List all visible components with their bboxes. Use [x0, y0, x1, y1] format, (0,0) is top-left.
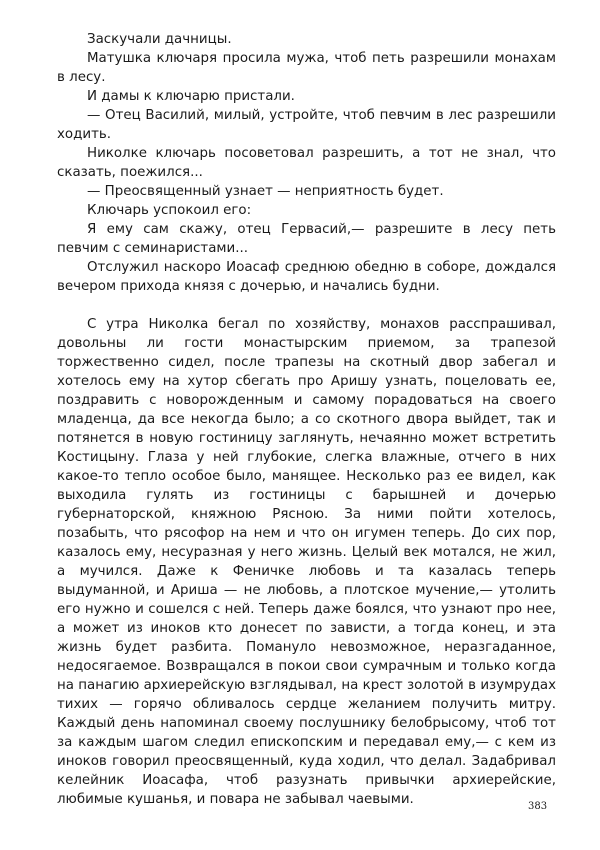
paragraph-9: Отслужил наскоро Иоасаф среднюю обедню в соборе, дождался вечером прихода князя с дочерью, и начались будни. [57, 260, 556, 294]
paragraph-gap [57, 296, 556, 315]
paragraph-8: Я ему сам скажу, отец Гервасий,— разрешите в лесу петь певчим с семинаристами... [57, 222, 556, 256]
paragraph-10: С утра Николка бегал по хозяйству, монахов расспрашивал, довольны ли гости монастырским приемом, за трапезой торжественно сидел, после трапезы на скотный двор забегал и хотелось ему на хутор сбегать про Аришу узнать, поцеловать ее, поздравить с новорожденным и самому порадоваться на своего младенца, да все некогда было; а со скотного двора выйдет, так и потянется в новую гостиницу заглянуть, нечаянно может встретить Костицыну. Глаза у ней глубокие, слегка влажные, отчего в них какое-то тепло особое было, манящее. Несколько раз ее видел, как выходила гулять из гостиницы с барышней и дочерью губернаторской, княжною Рясною. За ними пойти хотелось, позабыть, что рясофор на нем и что он игумен теперь. До сих пор, казалось ему, несуразная у него жизнь. Целый век мотался, не жил, а мучился. Даже к Феничке любовь и та казалась теперь выдуманной, и Ариша — не любовь, а плотское мучение,— утолить его нужно и сошелся с ней. Теперь даже боялся, что узнают про нее, а может из иноков кто донесет по зависти, а тогда конец, и эта жизнь будет разбита. Помануло невозможное, неразгаданное, недосягаемое. Возвращался в покои свои сумрачным и только когда на панагию архиерейскую взглядывал, на крест золотой в изумрудах тихих — горячо обливалось сердце желанием получить митру. Каждый день напоминал своему послушнику белобрысому, чтоб тот за каждым шагом следил епископским и передавал ему,— с кем из иноков говорил преосвященный, куда ходил, что делал. Задабривал келейник Иоасафа, чтоб разузнать привычки архиерейские, любимые кушанья, и повара не забывал чаевыми. [57, 317, 556, 807]
paragraph-4: — Отец Василий, милый, устройте, чтоб певчим в лес разрешили ходить. [57, 108, 556, 142]
paragraph-2: Матушка ключаря просила мужа, чтоб петь разрешили монахам в лесу. [57, 51, 556, 85]
paragraph-3: И дамы к ключарю пристали. [87, 89, 295, 104]
paragraph-7: Ключарь успокоил его: [87, 203, 252, 218]
paragraph-6: — Преосвященный узнает — неприятность будет. [87, 184, 444, 199]
page-number: 383 [528, 801, 548, 812]
paragraph-5: Николке ключарь посоветовал разрешить, а тот не знал, что сказать, поежился... [57, 146, 556, 180]
page-text [57, 30, 556, 809]
paragraph-1: Заскучали дачницы. [87, 32, 232, 47]
